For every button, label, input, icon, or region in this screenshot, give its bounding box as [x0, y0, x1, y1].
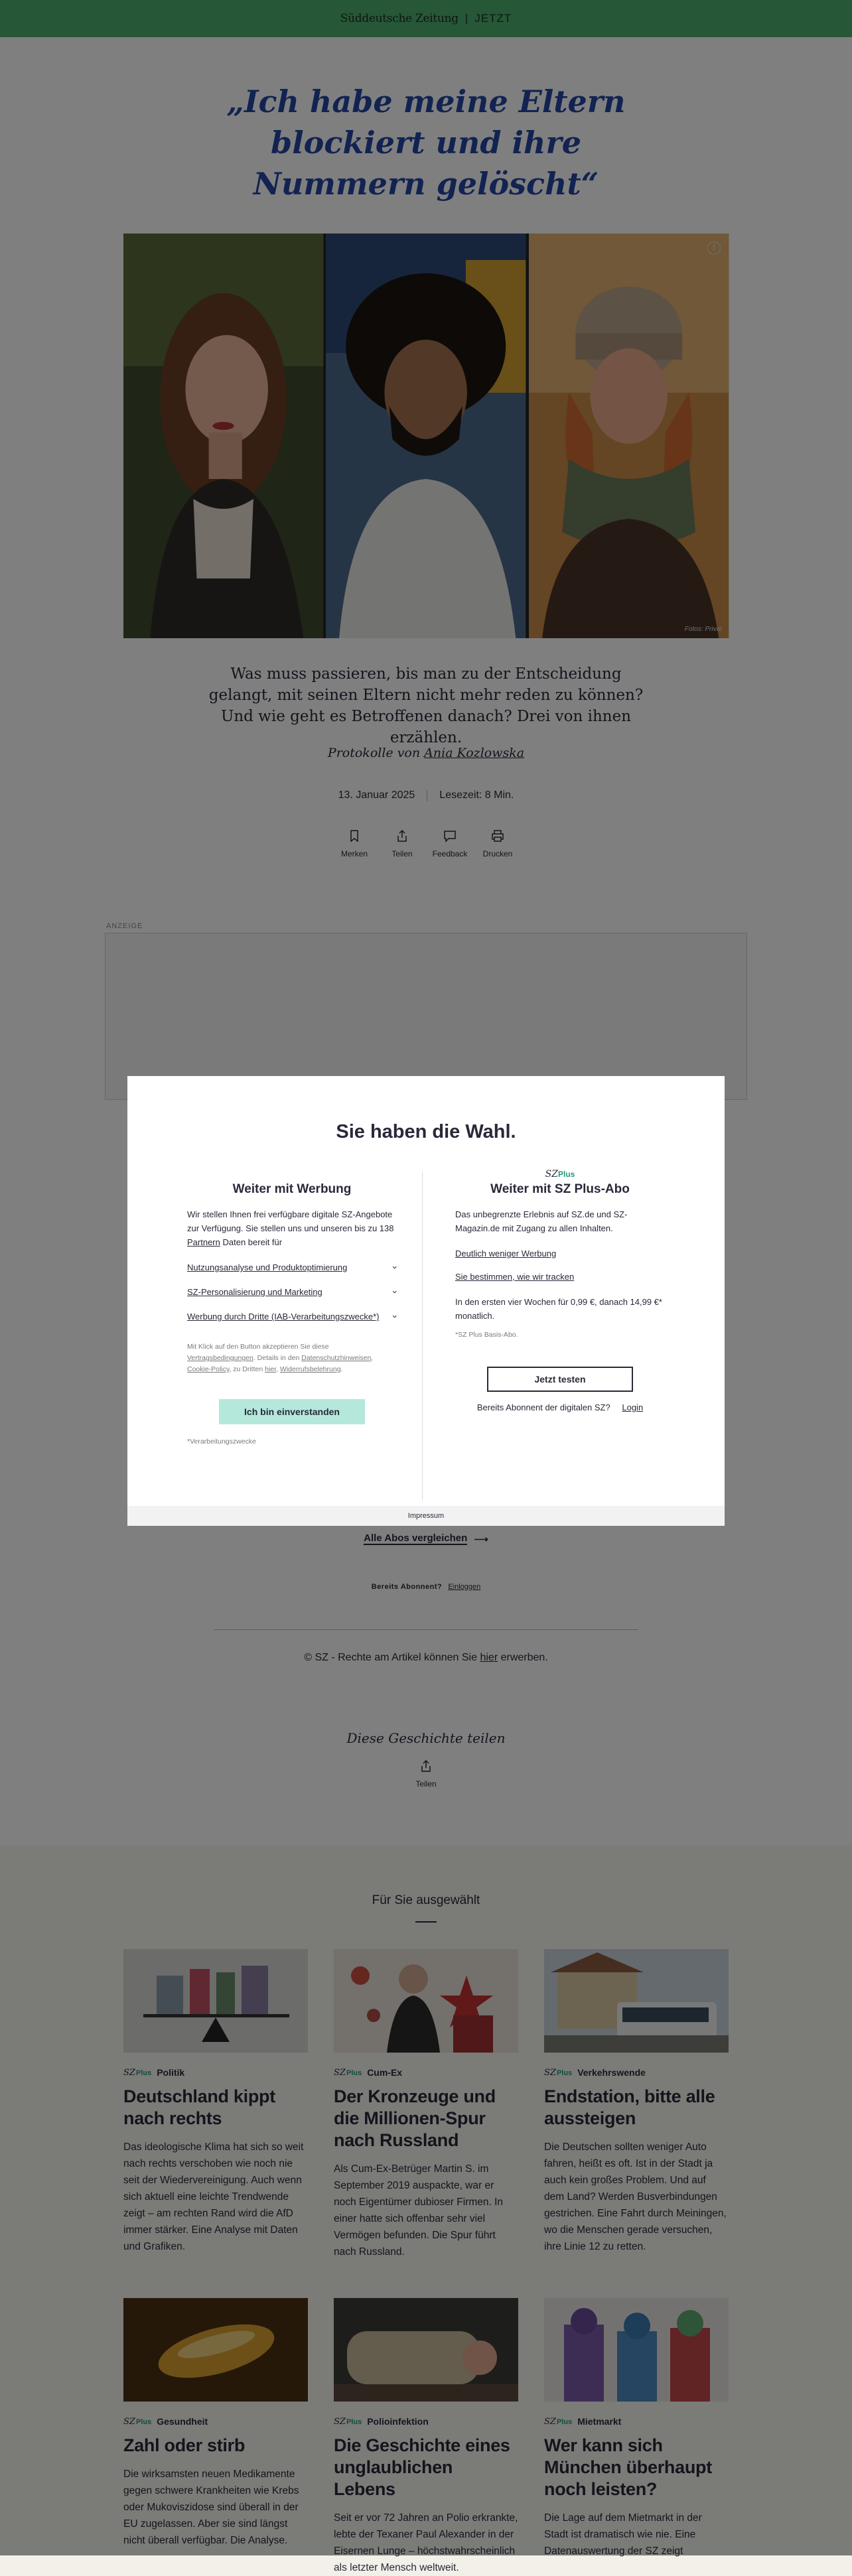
accordion-label: SZ-Personalisierung und Marketing	[187, 1287, 322, 1297]
consent-fine-print: Mit Klick auf den Button akzeptieren Sie diese Vertragsbedingungen. Details in den Datenschutzhinweisen, Cookie-Policy, zu Dritten hier, Widerrufsbelehrung.	[187, 1343, 374, 1373]
ads-option-title: Weiter mit Werbung	[232, 1182, 352, 1196]
withdrawal-link[interactable]: Widerrufsbelehrung	[279, 1365, 341, 1373]
accordion-label: Nutzungsanalyse und Produktoptimierung	[187, 1262, 348, 1272]
accordion-third-party-ads[interactable]	[187, 1310, 401, 1323]
ads-option-text: Wir stellen Ihnen frei verfügbare digitale SZ-Angebote zur Verfügung. Sie stellen uns und unseren bis zu 138 Partnern Daten bereit für	[187, 1209, 394, 1247]
sz-plus-logo: SZPlus	[545, 1169, 575, 1180]
consent-dialog	[127, 1076, 725, 1526]
chevron-down-icon: ›	[390, 1266, 401, 1269]
card-text: als letzter Mensch weltweit.	[334, 2562, 459, 2573]
consent-title: Sie haben die Wahl.	[336, 1121, 516, 1142]
third-parties-link[interactable]: hier	[265, 1365, 277, 1373]
subscription-option-text: Das unbegrenzte Erlebnis auf SZ.de und SZ-Magazin.de mit Zugang zu allen Inhalten.	[455, 1209, 628, 1233]
subscriber-question: Bereits Abonnent der digitalen SZ?	[476, 1402, 610, 1412]
chevron-down-icon: ›	[390, 1290, 401, 1294]
consent-subscription-column	[455, 1169, 665, 1412]
chevron-down-icon: ›	[390, 1315, 401, 1318]
cookie-policy-link[interactable]: Cookie-Policy	[187, 1365, 230, 1373]
purposes-footnote: *Verarbeitungszwecke	[187, 1438, 256, 1446]
tracking-choice-link[interactable]: Sie bestimmen, wie wir tracken	[455, 1272, 575, 1282]
impressum-link[interactable]: Impressum	[127, 1506, 725, 1526]
subscription-option-title: Weiter mit SZ Plus-Abo	[490, 1182, 630, 1196]
login-link[interactable]: Login	[622, 1402, 644, 1412]
subscriber-login-row	[455, 1402, 665, 1412]
privacy-link[interactable]: Datenschutzhinweisen	[301, 1354, 372, 1362]
accordion-usage-analysis[interactable]	[187, 1261, 401, 1274]
consent-ads-column	[187, 1182, 401, 1446]
accept-button[interactable]: Ich bin einverstanden	[219, 1399, 365, 1424]
subscription-price: In den ersten vier Wochen für 0,99 €, danach 14,99 €* monatlich.	[455, 1297, 662, 1321]
less-ads-link[interactable]: Deutlich weniger Werbung	[455, 1249, 557, 1258]
accordion-personalization[interactable]	[187, 1286, 401, 1298]
subscription-basis-note: *SZ Plus Basis-Abo.	[455, 1331, 518, 1339]
partners-link[interactable]: Partnern	[187, 1237, 220, 1247]
accordion-label: Werbung durch Dritte (IAB-Verarbeitungszwecke*)	[187, 1312, 380, 1322]
consent-divider	[422, 1172, 423, 1501]
try-subscription-button[interactable]: Jetzt testen	[487, 1367, 633, 1392]
contract-terms-link[interactable]: Vertragsbedingungen	[187, 1354, 253, 1362]
